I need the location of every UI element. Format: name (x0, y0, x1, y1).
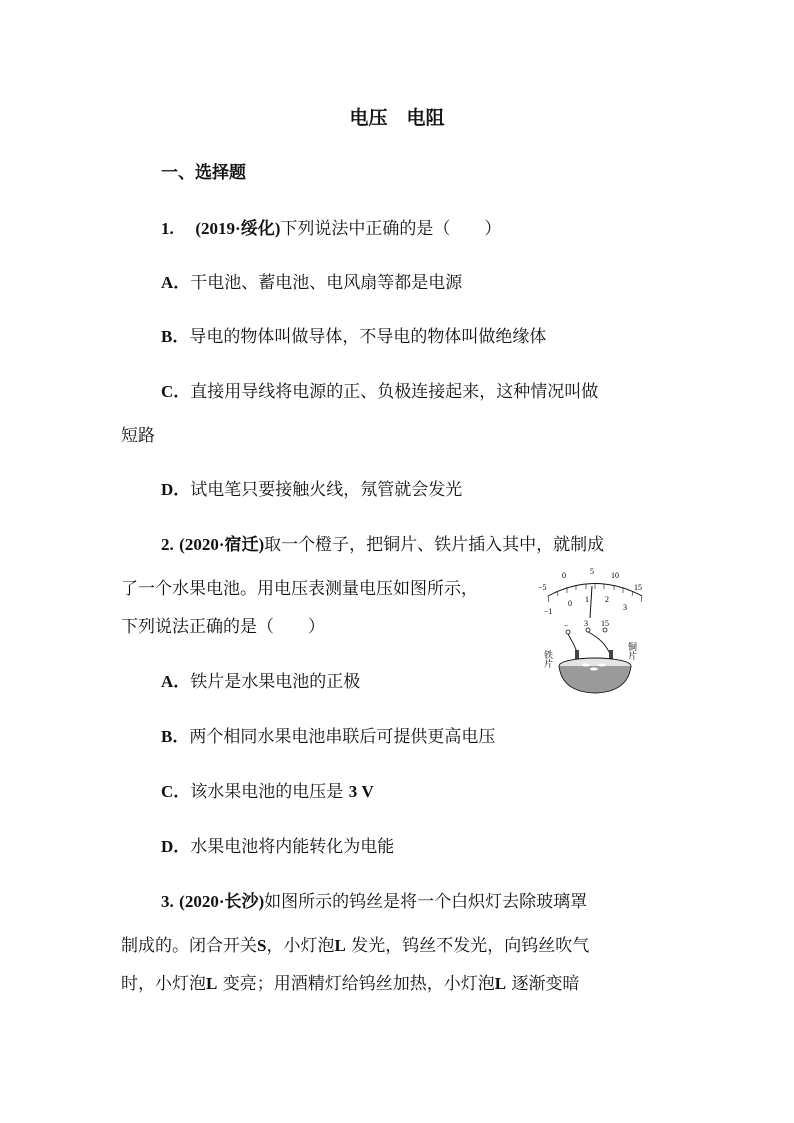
text-run: 时，小灯泡 (121, 974, 206, 994)
option-text: 该水果电池的电压是 (190, 782, 344, 802)
upper-scale-label: 10 (611, 571, 619, 580)
question-source: (2020·宿迁) (179, 535, 265, 554)
option-text: 两个相同水果电池串联后可提供更高电压 (189, 727, 496, 747)
upper-scale-label: −5 (538, 583, 547, 592)
text-run: 发光，钨丝不发光，向钨丝吹气 (345, 936, 590, 956)
text-run: ，小灯泡 (266, 936, 335, 956)
lower-scale-label: −1 (544, 607, 553, 616)
option-label: A． (161, 273, 191, 292)
meter-ticks (548, 583, 642, 602)
question-number: 1. (161, 219, 174, 238)
lower-scale-label: 1 (585, 595, 589, 604)
question-source: (2019·绥化) (195, 219, 281, 238)
lamp-symbol: L (206, 974, 218, 993)
option-text: 直接用导线将电源的正、负极连接起来，这种情况叫做 (190, 382, 599, 402)
option-text: 铁片是水果电池的正极 (190, 672, 361, 692)
svg-text:铁片: 铁片 (543, 650, 553, 668)
question-number: 2. (161, 535, 174, 554)
q1-option-c[interactable] (161, 379, 716, 405)
option-text: 水果电池将内能转化为电能 (190, 837, 395, 857)
q2-option-d[interactable] (161, 834, 716, 860)
question-3-stem-line-1 (161, 889, 716, 915)
question-2-stem-line-1 (161, 532, 716, 558)
question-number: 3. (161, 892, 174, 911)
switch-symbol: S (257, 936, 267, 955)
orange-segment (582, 664, 590, 667)
option-value: 3 V (348, 782, 374, 801)
terminal-post (566, 630, 570, 634)
meter-needle (590, 586, 592, 618)
question-2-stem-line-3: 下列说法正确的是（ ） (121, 617, 325, 637)
terminal-label: − (564, 621, 569, 630)
option-label: B． (161, 727, 190, 746)
question-text: 如图所示的钨丝是将一个白炽灯去除玻璃罩 (264, 892, 588, 912)
wire-right (588, 632, 610, 654)
question-1-stem (161, 216, 716, 242)
terminal-label: 3 (584, 619, 588, 628)
q2-option-c[interactable] (161, 779, 716, 805)
upper-scale-label: 15 (634, 583, 642, 592)
lamp-symbol: L (334, 936, 346, 955)
option-label: C． (161, 382, 191, 401)
upper-scale-label: 0 (562, 571, 566, 580)
q1-option-c-continued: 短路 (121, 426, 155, 446)
option-text: 试电笔只要接触火线，氖管就会发光 (190, 480, 463, 500)
q1-option-d[interactable] (161, 477, 716, 503)
q1-option-a[interactable] (161, 270, 716, 296)
terminal-post (586, 628, 590, 632)
question-source: (2020·长沙) (179, 892, 265, 911)
q1-option-b[interactable] (161, 324, 716, 350)
right-plate-label (627, 641, 637, 661)
lamp-symbol: L (494, 974, 507, 993)
terminal-post (603, 628, 607, 632)
upper-scale-label: 5 (590, 567, 594, 576)
option-label: C． (161, 782, 191, 801)
question-3-stem-line-2 (121, 933, 676, 959)
option-label: D． (161, 480, 191, 499)
question-3-stem-line-3 (121, 971, 676, 997)
left-plate-label (543, 649, 553, 669)
option-label: A． (161, 672, 191, 691)
page-title: 电压 电阻 (349, 107, 445, 129)
svg-text:铜片: 铜片 (627, 642, 637, 660)
q2-option-b[interactable] (161, 724, 716, 750)
text-run: 变亮；用酒精灯给钨丝加热，小灯泡 (217, 974, 495, 994)
question-text: 取一个橙子，把铜片、铁片插入其中，就制成 (264, 535, 605, 555)
lower-scale-label: 2 (605, 595, 609, 604)
option-text: 导电的物体叫做导体，不导电的物体叫做绝缘体 (189, 327, 547, 347)
option-label: B． (161, 327, 190, 346)
option-text: 干电池、蓄电池、电风扇等都是电源 (190, 273, 463, 293)
terminal-label: 15 (601, 619, 609, 628)
question-text: 下列说法中正确的是（ ） (280, 219, 502, 239)
text-run: 制成的。闭合开关 (121, 936, 257, 956)
orange-segment (598, 664, 606, 667)
option-label: D． (161, 837, 191, 856)
section-heading: 一、选择题 (161, 163, 246, 183)
text-run: 逐渐变暗 (506, 974, 580, 994)
question-2-stem-line-2: 了一个水果电池。用电压表测量电压如图所示， (121, 579, 478, 599)
lower-scale-label: 3 (623, 603, 627, 612)
q2-option-a[interactable] (161, 669, 716, 695)
lower-scale-label: 0 (568, 599, 572, 608)
